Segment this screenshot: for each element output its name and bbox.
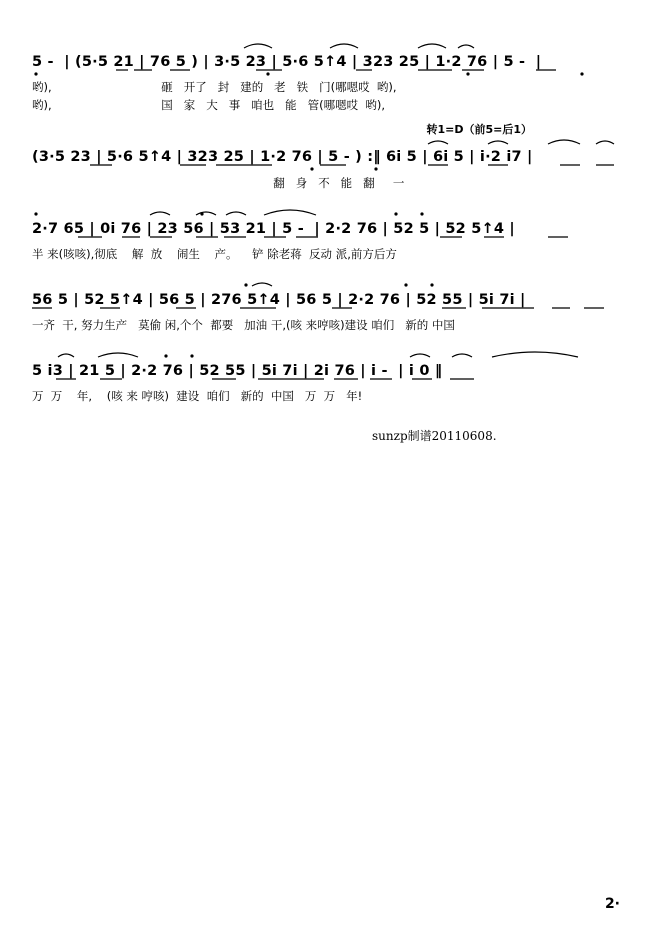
page-number: 2·: [604, 896, 620, 912]
high-octave-dot: [404, 283, 407, 286]
lyric-line-1a: 哟), 砸 开了 封 建的 老 铁 门(哪嗯哎 哟),: [32, 80, 397, 94]
slur-mark: [330, 44, 358, 48]
slur-mark: [596, 141, 614, 144]
lyric-line-2: 翻 身 不 能 翻 一: [32, 176, 405, 190]
slur-mark: [488, 141, 508, 144]
notation-line-1: 5 - | (5·5 21 | 76 5 ) | 3·5 23 | 5·6 5↑4 | 323 25 | 1·2 76 | 5 - |: [32, 54, 542, 70]
lyric-line-5: 万 万 年, (咳 来 哼咳) 建设 咱们 新的 中国 万 万 年!: [32, 389, 363, 403]
transcriber-credit: sunzp制谱20110608.: [372, 429, 497, 443]
notation-line-4: 56 5 | 52 5↑4 | 56 5 | 276 5↑4 | 56 5 | 2·2 76 | 52 55 | 5i 7i |: [32, 292, 526, 308]
high-octave-dot: [190, 354, 193, 357]
notation-line-2: (3·5 23 | 5·6 5↑4 | 323 25 | 1·2 76 | 5 - ) :‖ 6i 5 | 6i 5 | i·2 i7 |: [32, 149, 533, 165]
slur-mark: [196, 212, 216, 215]
notation-line-5: 5 i3 | 21 5 | 2·2 76 | 52 55 | 5i 7i | 2i 76 | i - | i 0 ‖: [32, 363, 443, 379]
slur-mark: [244, 44, 272, 48]
high-octave-dot: [420, 212, 423, 215]
slur-mark: [428, 141, 448, 144]
high-octave-dot: [394, 212, 397, 215]
slur-mark: [410, 354, 430, 357]
slur-mark: [252, 283, 272, 286]
slur-mark: [548, 140, 580, 144]
high-octave-dot: [244, 283, 247, 286]
lyric-line-1b: 哟), 国 家 大 事 咱也 能 管(哪嗯哎 哟),: [32, 98, 386, 112]
high-octave-dot: [430, 283, 433, 286]
slur-mark: [98, 353, 138, 357]
notation-line-3: 2·7 65 | 0i 76 | 23 56 | 53 21 | 5 - | 2·2 76 | 52 5 | 52 5↑4 |: [32, 221, 515, 237]
slur-mark: [492, 352, 578, 357]
lyric-line-3: 半 来(咳咳),彻底 解 放 闹生 产。 铲 除老蒋 反动 派,前方后方: [32, 247, 397, 261]
slur-mark: [452, 354, 472, 357]
low-octave-dot: [580, 72, 583, 75]
key-change-marking: 转1=D（前5=后1）: [426, 123, 532, 136]
high-octave-dot: [34, 212, 37, 215]
slur-mark: [58, 354, 74, 357]
lyric-line-4: 一齐 干, 努力生产 莫偷 闲,个个 都要 加油 干,(咳 来哼咳)建设 咱们 新的 中国: [32, 318, 455, 332]
high-octave-dot: [200, 212, 203, 215]
slur-mark: [418, 44, 446, 48]
slur-mark: [264, 210, 316, 215]
slur-mark: [458, 45, 474, 48]
high-octave-dot: [164, 354, 167, 357]
slur-mark: [226, 212, 246, 215]
slur-mark: [150, 212, 170, 215]
